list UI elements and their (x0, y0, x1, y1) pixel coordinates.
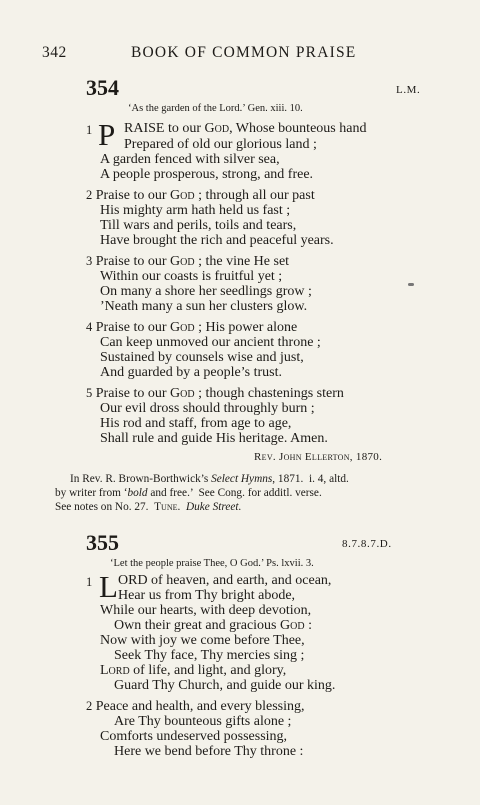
line-text: , Whose bounteous hand (229, 121, 367, 136)
line-text: Praise to our (95, 254, 171, 269)
verse-line: On many a shore her seedlings grow ; (100, 284, 312, 299)
hymn-meter: 8.7.8.7.D. (342, 538, 392, 550)
verse-line: Can keep unmoved our ancient throne ; (100, 335, 321, 350)
divine-name: God (170, 188, 195, 203)
line-text: ; through all our past (194, 188, 315, 203)
verse-line: And guarded by a people’s trust. (100, 365, 282, 380)
line-text: Praise to our (95, 320, 171, 335)
verse-line: Guard Thy Church, and guide our king. (114, 678, 336, 693)
verse-number: 4 (86, 320, 93, 334)
editorial-note-line (55, 501, 241, 513)
verse-line: Shall rule and guide His heritage. Amen. (100, 431, 328, 446)
hymn-meter: L.M. (396, 84, 421, 96)
tune-label: Tune. (154, 501, 181, 513)
page-number: 342 (42, 44, 67, 61)
verse-line: His rod and staff, from age to age, (100, 416, 292, 431)
italic-word: bold (127, 487, 148, 499)
line-text: : (304, 618, 312, 633)
verse-line: Seek Thy face, Thy mercies sing ; (114, 648, 305, 663)
verse-line: Have brought the rich and peaceful years. (100, 233, 334, 248)
drop-cap: L (99, 569, 118, 604)
verse-line: Here we bend before Thy throne : (114, 744, 304, 759)
line-text: Praise to our (95, 188, 171, 203)
line-text: of life, and light, and glory, (129, 663, 287, 678)
divine-name: Lord (100, 663, 130, 678)
verse-line: A garden fenced with silver sea, (100, 152, 280, 167)
divine-name: God (204, 121, 230, 136)
verse-line (86, 188, 315, 204)
verse-number: 2 (86, 699, 93, 713)
line-text: Praise to our (95, 386, 171, 401)
verse-line: Now with joy we come before Thee, (100, 633, 305, 648)
verse-line: Prepared of old our glorious land ; (124, 137, 317, 152)
drop-cap: P (98, 117, 116, 152)
verse-number: 5 (86, 386, 93, 400)
verse-line (124, 121, 366, 137)
hymn-number: 355 (86, 530, 119, 555)
verse-line (86, 320, 297, 336)
hymn-epigraph: ‘As the garden of the Lord.’ Gen. xiii. 10. (128, 103, 303, 114)
verse-line: His mighty arm hath held us fast ; (100, 203, 291, 218)
verse-line: Sustained by counsels wise and just, (100, 350, 304, 365)
line-text: See notes on No. 27. (55, 501, 155, 513)
book-title: Select Hymns (211, 473, 273, 485)
verse-line: ’Neath many a sun her clusters glow. (100, 299, 308, 314)
hymn-epigraph: ‘Let the people praise Thee, O God.’ Ps. lxvii. 3. (110, 558, 314, 569)
divine-name: God (170, 386, 195, 401)
verse-line: Our evil dross should throughly burn ; (100, 401, 315, 416)
editorial-note-line (70, 473, 349, 485)
running-title: BOOK OF COMMON PRAISE (131, 44, 357, 61)
verse-line (86, 699, 305, 715)
verse-number: 3 (86, 254, 93, 268)
print-speck (408, 283, 414, 286)
verse-line: A people prosperous, strong, and free. (100, 167, 314, 182)
verse-line (86, 386, 344, 402)
verse-line: Comforts undeserved possessing, (100, 729, 288, 744)
line-text: Peace and health, and every blessing, (95, 699, 305, 714)
line-text: by writer from ‘ (55, 487, 128, 499)
line-text: In Rev. R. Brown-Borthwick’s (70, 473, 212, 485)
divine-name: God (170, 320, 195, 335)
verse-line: While our hearts, with deep devotion, (100, 603, 312, 618)
line-text: Own their great and gracious (114, 618, 280, 633)
tune-name: Duke Street. (185, 501, 242, 513)
verse-line: Are Thy bounteous gifts alone ; (114, 714, 292, 729)
line-text: RAISE to our (124, 121, 205, 136)
verse-number: 1 (86, 123, 93, 137)
verse-line (100, 663, 286, 679)
line-text: ; His power alone (194, 320, 298, 335)
verse-line (86, 254, 289, 270)
line-text: ; the vine He set (194, 254, 290, 269)
editorial-note-line (55, 487, 322, 499)
divine-name: God (280, 618, 305, 633)
line-text: ; though chastenings stern (194, 386, 344, 401)
verse-line (114, 618, 312, 634)
verse-line: Till wars and perils, toils and tears, (100, 218, 297, 233)
verse-line: Within our coasts is fruitful yet ; (100, 269, 283, 284)
line-text: , 1871. i. 4, altd. (272, 473, 349, 485)
verse-line: Hear us from Thy bright abode, (118, 588, 296, 603)
author-attribution: Rev. John Ellerton, 1870. (254, 451, 383, 463)
verse-number: 1 (86, 575, 93, 589)
divine-name: God (170, 254, 195, 269)
verse-line: ORD of heaven, and earth, and ocean, (118, 573, 332, 588)
line-text: and free.’ See Cong. for additl. verse. (147, 487, 322, 499)
hymn-number: 354 (86, 75, 119, 100)
verse-number: 2 (86, 188, 93, 202)
